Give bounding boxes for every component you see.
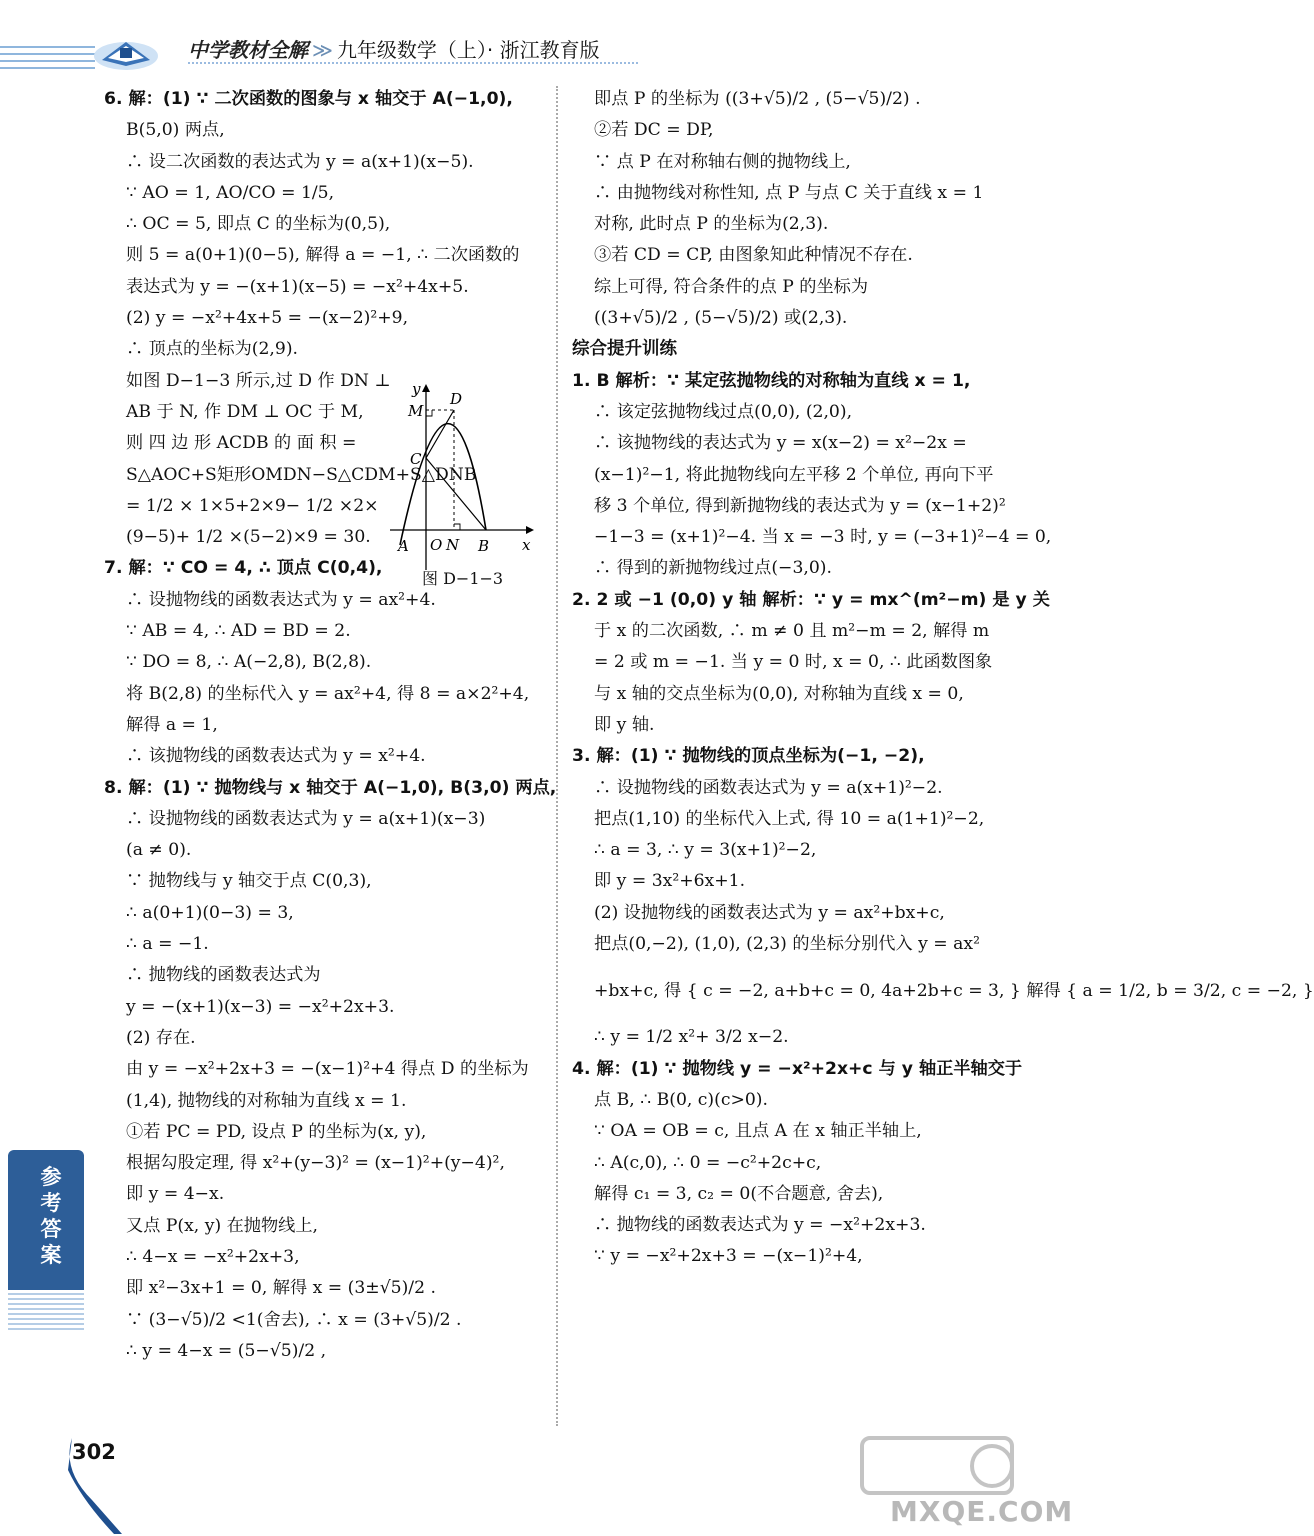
header-brand: 中学教材全解 — [188, 38, 308, 62]
label-B: B — [478, 537, 490, 555]
header-arrow-icon: ≫ — [312, 38, 333, 62]
text-line: 又点 P(x, y) 在抛物线上, — [126, 1215, 319, 1236]
right-angle-N — [454, 524, 460, 530]
text-line: ∴ 该定弦抛物线过点(0,0), (2,0), — [594, 401, 853, 422]
section-title: 综合提升训练 — [572, 339, 677, 360]
x-axis-arrow-icon — [526, 526, 534, 534]
text-line: 7. 解：∵ CO = 4, ∴ 顶点 C(0,4), — [104, 558, 383, 579]
text-line: (2) y = −x²+4x+5 = −(x−2)²+9, — [126, 308, 409, 329]
text-line: ∴ 该抛物线的函数表达式为 y = x²+4. — [126, 746, 426, 767]
text-line: ∴ OC = 5, 即点 C 的坐标为(0,5), — [126, 214, 391, 235]
text-line: 与 x 轴的交点坐标为(0,0), 对称轴为直线 x = 0, — [594, 683, 964, 704]
text-line: 由 y = −x²+2x+3 = −(x−1)²+4 得点 D 的坐标为 — [126, 1059, 529, 1080]
text-line: 8. 解：(1) ∵ 抛物线与 x 轴交于 A(−1,0), B(3,0) 两点, — [104, 777, 557, 798]
text-line: (2) 设抛物线的函数表达式为 y = ax²+bx+c, — [594, 902, 945, 923]
text-line: 则 四 边 形 ACDB 的 面 积 = — [126, 433, 357, 454]
label-C: C — [410, 450, 422, 468]
text-line: (x−1)²−1, 将此抛物线向左平移 2 个单位, 再向下平 — [594, 464, 994, 485]
text-line: ∴ 4−x = −x²+2x+3, — [126, 1246, 300, 1267]
text-line: 根据勾股定理, 得 x²+(y−3)² = (x−1)²+(y−4)², — [126, 1153, 505, 1174]
text-line: 把点(0,−2), (1,0), (2,3) 的坐标分别代入 y = ax² — [594, 934, 980, 955]
right-column — [572, 84, 1314, 1273]
watermark-text: MXQE.COM — [890, 1495, 1074, 1528]
side-tab-answers — [8, 1150, 84, 1300]
text-line: ∵ AO = 1, AO/CO = 1/5, — [126, 182, 335, 203]
text-line: 1. B 解析：∵ 某定弦抛物线的对称轴为直线 x = 1, — [572, 370, 971, 391]
text-line: ∵ y = −x²+2x+3 = −(x−1)²+4, — [594, 1246, 863, 1267]
text-line: 即 x²−3x+1 = 0, 解得 x = (3±√5)/2 . — [126, 1278, 436, 1299]
text-line: ∵ AB = 4, ∴ AD = BD = 2. — [126, 621, 351, 642]
text-line: 即 y 轴. — [594, 714, 655, 735]
page-header — [0, 0, 1035, 80]
label-N: N — [446, 536, 460, 554]
text-line: ∴ 设二次函数的表达式为 y = a(x+1)(x−5). — [126, 151, 474, 172]
text-line: 综上可得, 符合条件的点 P 的坐标为 — [594, 276, 869, 297]
text-line: ∴ 由抛物线对称性知, 点 P 与点 C 关于直线 x = 1 — [594, 182, 984, 203]
label-D: D — [450, 390, 463, 408]
text-line: = 2 或 m = −1. 当 y = 0 时, x = 0, ∴ 此函数图象 — [594, 652, 993, 673]
text-line: ∴ 得到的新抛物线过点(−3,0). — [594, 558, 832, 579]
text-line: 将 B(2,8) 的坐标代入 y = ax²+4, 得 8 = a×2²+4, — [126, 683, 530, 704]
text-line: ∴ 设抛物线的函数表达式为 y = a(x+1)²−2. — [594, 777, 943, 798]
book-logo-icon — [92, 30, 160, 72]
header-title — [188, 34, 600, 63]
text-line: S△AOC+S矩形OMDN−S△CDM+S△DNB — [126, 464, 477, 485]
text-line: ∴ 抛物线的函数表达式为 y = −x²+2x+3. — [594, 1215, 926, 1236]
text-line: 如图 D−1−3 所示,过 D 作 DN ⊥ — [126, 370, 391, 391]
label-y: y — [412, 380, 421, 398]
text-line: ((3+√5)/2 , (5−√5)/2) 或(2,3). — [594, 308, 848, 329]
right-angle-M — [426, 410, 432, 416]
text-line: ①若 PC = PD, 设点 P 的坐标为(x, y), — [126, 1121, 427, 1142]
parabola-figure — [380, 380, 540, 580]
text-line: 于 x 的二次函数, ∴ m ≠ 0 且 m²−m = 2, 解得 m — [594, 621, 990, 642]
text-line: ∴ 抛物线的函数表达式为 — [126, 965, 321, 986]
label-O: O — [430, 536, 443, 554]
header-dotted-line — [188, 62, 638, 64]
text-line: 即点 P 的坐标为 ((3+√5)/2 , (5−√5)/2) . — [594, 89, 921, 109]
text-line: 解得 a = 1, — [126, 714, 218, 735]
text-line: 解得 c₁ = 3, c₂ = 0(不合题意, 舍去), — [594, 1183, 884, 1204]
text-line: ②若 DC = DP, — [594, 120, 714, 141]
text-line: 即 y = 4−x. — [126, 1184, 225, 1205]
label-A: A — [398, 537, 409, 555]
text-line: +bx+c, 得 { c = −2, a+b+c = 0, 4a+2b+c = 3, } 解得 { a = 1/2, b = 3/2, c = −2, } — [594, 981, 1314, 1002]
label-M: M — [408, 402, 424, 420]
text-line: ∵ 点 P 在对称轴右侧的抛物线上, — [594, 151, 851, 172]
text-line: 2. 2 或 −1 (0,0) y 轴 解析：∵ y = mx^(m²−m) 是 y 关 — [572, 589, 1050, 610]
y-axis-arrow-icon — [422, 384, 430, 392]
figure-caption: 图 D−1−3 — [422, 569, 504, 588]
text-line: ∴ A(c,0), ∴ 0 = −c²+2c+c, — [594, 1152, 822, 1173]
text-line: 6. 解：(1) ∵ 二次函数的图象与 x 轴交于 A(−1,0), — [104, 89, 513, 109]
text-line: 点 B, ∴ B(0, c)(c>0). — [594, 1089, 768, 1110]
text-line: B(5,0) 两点, — [126, 120, 225, 141]
header-decor-lines — [0, 46, 95, 74]
text-line: ∴ a(0+1)(0−3) = 3, — [126, 902, 294, 923]
text-line: ∵ OA = OB = c, 且点 A 在 x 轴正半轴上, — [594, 1121, 922, 1142]
side-tab-label: 参考答案 — [40, 1165, 62, 1267]
text-line: ∴ y = 1/2 x²+ 3/2 x−2. — [594, 1027, 789, 1048]
text-line: AB 于 N, 作 DM ⊥ OC 于 M, — [126, 401, 364, 422]
page-number: 302 — [72, 1440, 116, 1464]
text-line: (2) 存在. — [126, 1027, 196, 1048]
text-line: ∵ DO = 8, ∴ A(−2,8), B(2,8). — [126, 652, 372, 673]
text-line: = 1/2 × 1×5+2×9− 1/2 ×2× — [126, 495, 379, 516]
text-line: 4. 解：(1) ∵ 抛物线 y = −x²+2x+c 与 y 轴正半轴交于 — [572, 1058, 1023, 1079]
segment-CD — [426, 410, 454, 458]
text-line: ∵ 抛物线与 y 轴交于点 C(0,3), — [126, 871, 372, 892]
text-line: ∴ a = −1. — [126, 934, 209, 955]
parabola-curve — [400, 424, 486, 545]
text-line: ∴ 该抛物线的表达式为 y = x(x−2) = x²−2x = — [594, 433, 967, 454]
text-line: ③若 CD = CP, 由图象知此种情况不存在. — [594, 245, 913, 266]
text-line: (9−5)+ 1/2 ×(5−2)×9 = 30. — [126, 527, 371, 548]
text-line: y = −(x+1)(x−3) = −x²+2x+3. — [126, 996, 395, 1017]
text-line: −1−3 = (x+1)²−4. 当 x = −3 时, y = (−3+1)²−4 = 0, — [594, 527, 1052, 548]
text-line: ∴ 设抛物线的函数表达式为 y = a(x+1)(x−3) — [126, 808, 486, 829]
side-tab-stripes — [8, 1290, 84, 1330]
text-line: 即 y = 3x²+6x+1. — [594, 871, 746, 892]
text-line: 表达式为 y = −(x+1)(x−5) = −x²+4x+5. — [126, 276, 469, 297]
text-line: ∵ (3−√5)/2 <1(舍去), ∴ x = (3+√5)/2 . — [126, 1309, 462, 1330]
text-line: (1,4), 抛物线的对称轴为直线 x = 1. — [126, 1090, 407, 1111]
text-line: ∴ a = 3, ∴ y = 3(x+1)²−2, — [594, 840, 817, 861]
text-line: 3. 解：(1) ∵ 抛物线的顶点坐标为(−1, −2), — [572, 746, 925, 767]
text-line: 把点(1,10) 的坐标代入上式, 得 10 = a(1+1)²−2, — [594, 808, 985, 829]
text-line: ∴ y = 4−x = (5−√5)/2 , — [126, 1340, 327, 1361]
text-line: (a ≠ 0). — [126, 840, 192, 861]
text-line: ∴ 设抛物线的函数表达式为 y = ax²+4. — [126, 589, 436, 610]
text-line: 对称, 此时点 P 的坐标为(2,3). — [594, 214, 829, 235]
header-subtitle: 九年级数学（上）· 浙江教育版 — [336, 38, 600, 62]
segment-CB — [426, 458, 486, 530]
text-line: ∴ 顶点的坐标为(2,9). — [126, 339, 298, 360]
label-x: x — [522, 536, 531, 554]
left-column — [104, 84, 559, 1367]
text-line: 则 5 = a(0+1)(0−5), 解得 a = −1, ∴ 二次函数的 — [126, 245, 520, 266]
text-line: 移 3 个单位, 得到新抛物线的表达式为 y = (x−1+2)² — [594, 495, 1006, 516]
